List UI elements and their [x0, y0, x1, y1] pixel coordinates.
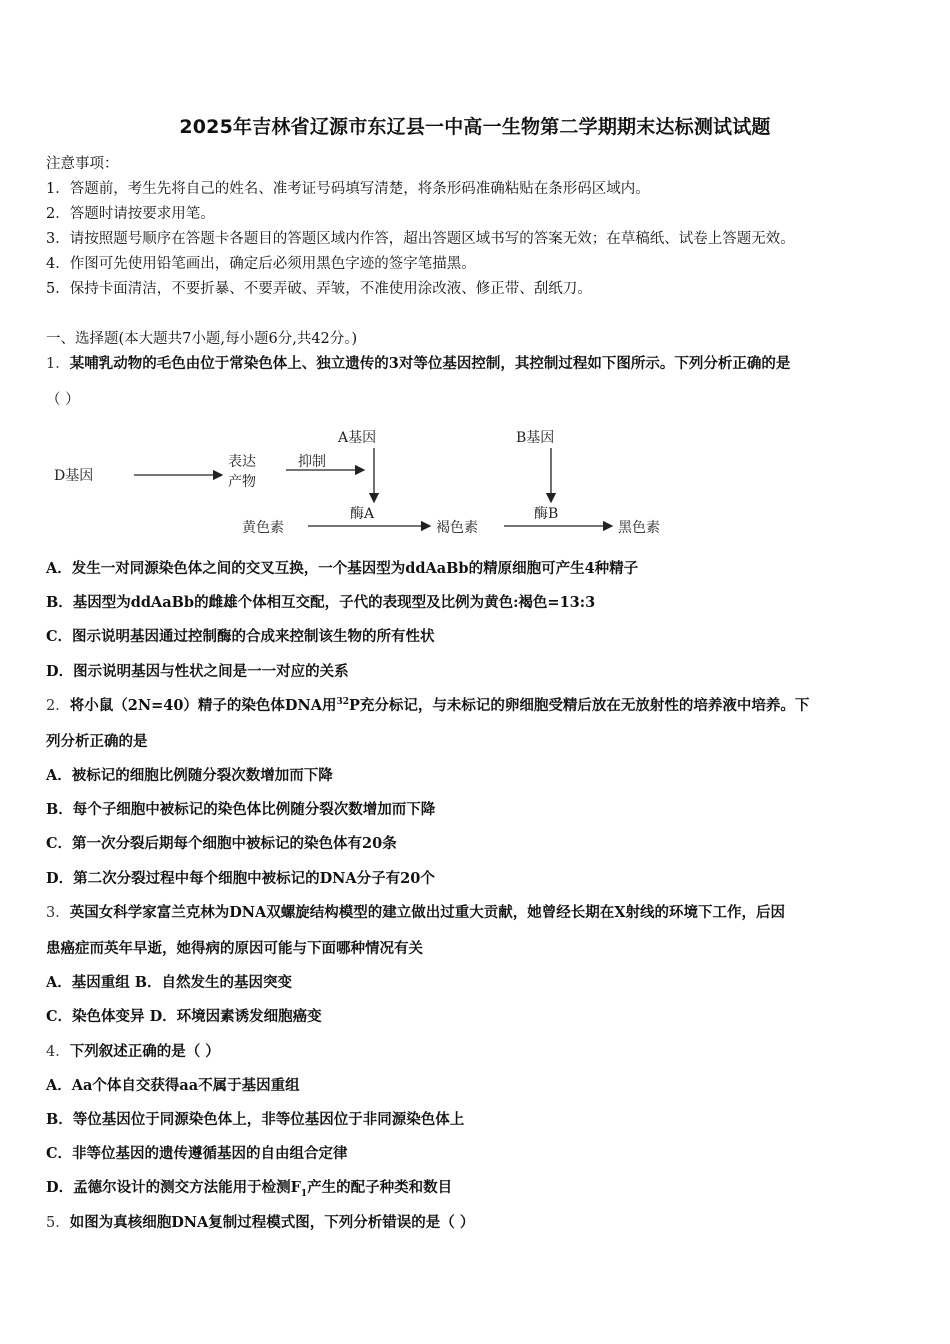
q2-number: 2． — [46, 698, 70, 714]
notice-item-5: 5．保持卡面清洁，不要折暴、不要弄破、弄皱，不准使用涂改液、修正带、刮纸刀。 — [46, 281, 592, 297]
expression-product-label-2: 产物 — [228, 474, 256, 490]
q4-stem-text: 下列叙述正确的是（ ） — [69, 1043, 220, 1060]
q4-option-d-text-1: D．孟德尔设计的测交方法能用于检测F — [46, 1179, 301, 1196]
q4-option-d-text-2: 产生的配子种类和数目 — [307, 1179, 453, 1196]
b-gene-label: B基因 — [516, 430, 555, 446]
q2-option-d: D．第二次分裂过程中每个细胞中被标记的DNA分子有20个 — [46, 870, 435, 887]
notice-heading: 注意事项： — [46, 156, 119, 172]
q3-stem-cont: 患癌症而英年早逝，她得病的原因可能与下面哪种情况有关 — [46, 940, 423, 957]
notice-item-1: 1．答题前，考生先将自己的姓名、准考证号码填写清楚，将条形码准确粘贴在条形码区域内。 — [46, 181, 650, 197]
q3-options-cd: C．染色体变异 D．环境因素诱发细胞癌变 — [46, 1008, 322, 1025]
q4-option-d — [46, 1176, 452, 1199]
q3-number: 3． — [46, 905, 70, 921]
q4-option-b: B．等位基因位于同源染色体上，非等位基因位于非同源染色体上 — [46, 1111, 465, 1128]
q4-subscript: 1 — [300, 1188, 308, 1199]
q1-stem-paren: （ ） — [46, 392, 80, 408]
q1-option-a: A．发生一对同源染色体之间的交叉互换，一个基因型为ddAaBb的精原细胞可产生4种精子 — [46, 560, 639, 577]
q4-stem — [46, 1040, 220, 1061]
expression-product-label-1: 表达 — [228, 454, 256, 470]
brown-pigment-label: 褐色素 — [436, 520, 478, 536]
enzyme-b-label: 酶B — [534, 506, 559, 522]
q1-number: 1． — [46, 356, 70, 372]
q1-stem-text: 某哺乳动物的毛色由位于常染色体上、独立遗传的3对等位基因控制，其控制过程如下图所示。下列分析正确的是 — [69, 355, 791, 372]
q1-stem — [46, 352, 790, 373]
q2-stem — [46, 694, 809, 715]
q1-option-c: C．图示说明基因通过控制酶的合成来控制该生物的所有性状 — [46, 628, 435, 645]
gene-pathway-diagram — [46, 420, 706, 544]
notice-item-2: 2．答题时请按要求用笔。 — [46, 206, 215, 222]
q3-options-ab: A．基因重组 B．自然发生的基因突变 — [46, 974, 293, 991]
inhibit-label: 抑制 — [298, 454, 326, 470]
d-gene-label: D基因 — [54, 468, 94, 484]
section-heading: 一、选择题(本大题共7小题,每小题6分,共42分。) — [46, 331, 358, 347]
q4-option-c: C．非等位基因的遗传遵循基因的自由组合定律 — [46, 1145, 348, 1162]
q4-option-a: A．Aa个体自交获得aa不属于基因重组 — [46, 1077, 300, 1094]
q2-option-a: A．被标记的细胞比例随分裂次数增加而下降 — [46, 767, 333, 784]
q2-stem-text-1: 将小鼠（2N=40）精子的染色体DNA用 — [69, 697, 337, 714]
yellow-pigment-label: 黄色素 — [242, 520, 284, 536]
q2-stem-text-2: P充分标记，与未标记的卵细胞受精后放在无放射性的培养液中培养。下 — [349, 697, 810, 714]
q2-superscript: 32 — [336, 697, 350, 708]
enzyme-a-label: 酶A — [350, 506, 375, 522]
notice-item-3: 3．请按照题号顺序在答题卡各题目的答题区域内作答，超出答题区域书写的答案无效；在草稿纸、试卷上答题无效。 — [46, 231, 795, 247]
q2-option-b: B．每个子细胞中被标记的染色体比例随分裂次数增加而下降 — [46, 801, 436, 818]
notice-item-4: 4．作图可先使用铅笔画出，确定后必须用黑色字迹的签字笔描黑。 — [46, 256, 476, 272]
a-gene-label: A基因 — [338, 430, 377, 446]
q5-stem-text: 如图为真核细胞DNA复制过程模式图，下列分析错误的是（ ） — [69, 1214, 475, 1231]
q2-stem-cont: 列分析正确的是 — [46, 733, 148, 750]
black-pigment-label: 黑色素 — [618, 520, 660, 536]
q3-stem — [46, 901, 785, 922]
page-title: 2025年吉林省辽源市东辽县一中高一生物第二学期期末达标测试试题 — [179, 116, 771, 138]
q5-stem — [46, 1211, 474, 1232]
q1-option-d: D．图示说明基因与性状之间是一一对应的关系 — [46, 663, 349, 680]
q4-number: 4． — [46, 1044, 70, 1060]
q1-option-b: B．基因型为ddAaBb的雌雄个体相互交配，子代的表现型及比例为黄色:褐色=13:3 — [46, 594, 596, 611]
q5-number: 5． — [46, 1215, 70, 1231]
q2-option-c: C．第一次分裂后期每个细胞中被标记的染色体有20条 — [46, 835, 397, 852]
q3-stem-text: 英国女科学家富兰克林为DNA双螺旋结构模型的建立做出过重大贡献，她曾经长期在X射线的环境下工作，后因 — [69, 904, 786, 921]
